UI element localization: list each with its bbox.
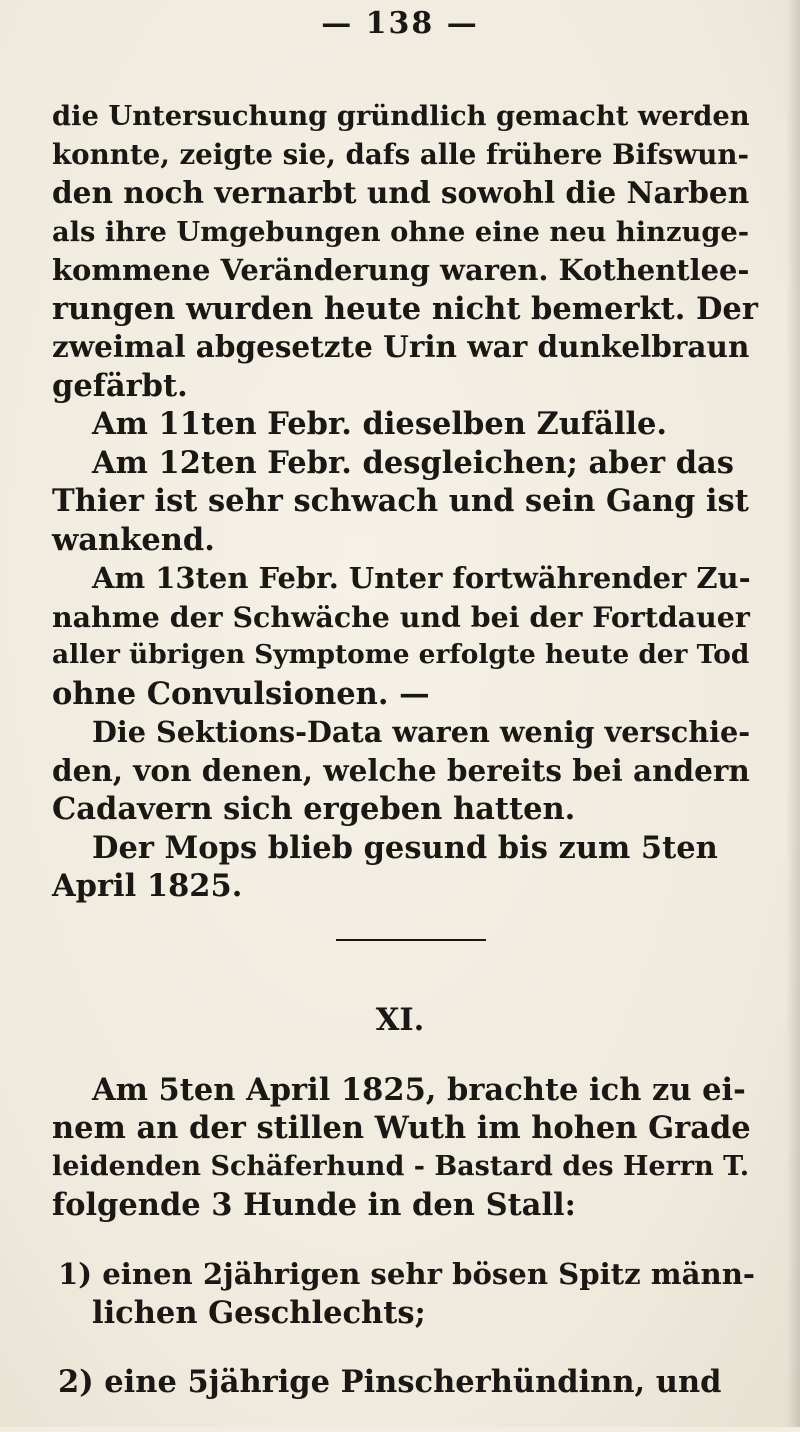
text-line: nem an der stillen Wuth im hohen Grade — [52, 1110, 751, 1146]
text-line: die Untersuchung gründlich gemacht werden — [52, 100, 750, 132]
text-line: Der Mops blieb gesund bis zum 5ten — [92, 829, 718, 866]
text-line: leidenden Schäferhund - Bastard des Herrn T. — [52, 1150, 750, 1182]
list-item — [52, 1255, 764, 1332]
text-line: Am 12ten Febr. desgleichen; aber das — [92, 444, 734, 481]
text-line: Am 13ten Febr. Unter fortwährender Zu- — [92, 561, 751, 595]
page-number: — 138 — — [321, 6, 479, 41]
text-line: Thier ist sehr schwach und sein Gang ist — [52, 483, 749, 519]
text-line: Cadavern sich ergeben hatten. — [52, 791, 576, 827]
paragraph-1 — [52, 97, 764, 405]
text-line: aller übrigen Symptome erfolgte heute der Tod — [52, 639, 750, 670]
text-line: wankend. — [52, 521, 215, 558]
text-line: ohne Convulsionen. — — [52, 675, 430, 712]
text-line: 1) einen 2jährigen sehr bösen Spitz männ- — [58, 1257, 755, 1291]
text-line: den, von denen, welche bereits bei andern — [52, 752, 750, 788]
section-text — [52, 1040, 764, 1432]
text-line: zweimal abgesetzte Urin war dunkelbraun — [52, 329, 750, 364]
text-line: 2) eine 5jährige Pinscherhündinn, und — [58, 1363, 722, 1400]
body-text — [52, 97, 764, 906]
section-heading: XI. — [375, 1002, 425, 1038]
paragraph-5 — [52, 713, 764, 829]
text-line: Am 5ten April 1825, brachte ich zu ei- — [92, 1071, 746, 1108]
text-line: lichen Geschlechts; — [92, 1294, 426, 1331]
paragraph-2 — [52, 405, 764, 444]
text-line: gefärbt. — [52, 367, 188, 404]
page-edge-shadow — [786, 0, 800, 1427]
text-line: den noch vernarbt und sowohl die Narben — [52, 175, 750, 210]
text-line: folgende 3 Hunde in den Stall: — [52, 1187, 576, 1223]
text-line: April 1825. — [52, 868, 243, 904]
text-line: konnte, zeigte sie, dafs alle frühere Bifswun- — [52, 137, 749, 171]
text-line: Am 11ten Febr. dieselben Zufälle. — [92, 406, 668, 442]
list-item — [52, 1363, 764, 1402]
section-paragraph — [52, 1071, 764, 1225]
paragraph-4 — [52, 559, 764, 713]
text-line: als ihre Umgebungen ohne eine neu hinzuge- — [52, 215, 750, 248]
paragraph-3 — [52, 444, 764, 560]
section-divider — [336, 939, 486, 941]
text-line: nahme der Schwäche und bei der Fortdauer — [52, 599, 750, 634]
paragraph-6 — [52, 829, 764, 906]
text-line: rungen wurden heute nicht bemerkt. Der — [52, 290, 758, 327]
text-line: kommene Veränderung waren. Kothentlee- — [52, 253, 750, 287]
text-line: Die Sektions-Data waren wenig verschie- — [92, 715, 751, 749]
